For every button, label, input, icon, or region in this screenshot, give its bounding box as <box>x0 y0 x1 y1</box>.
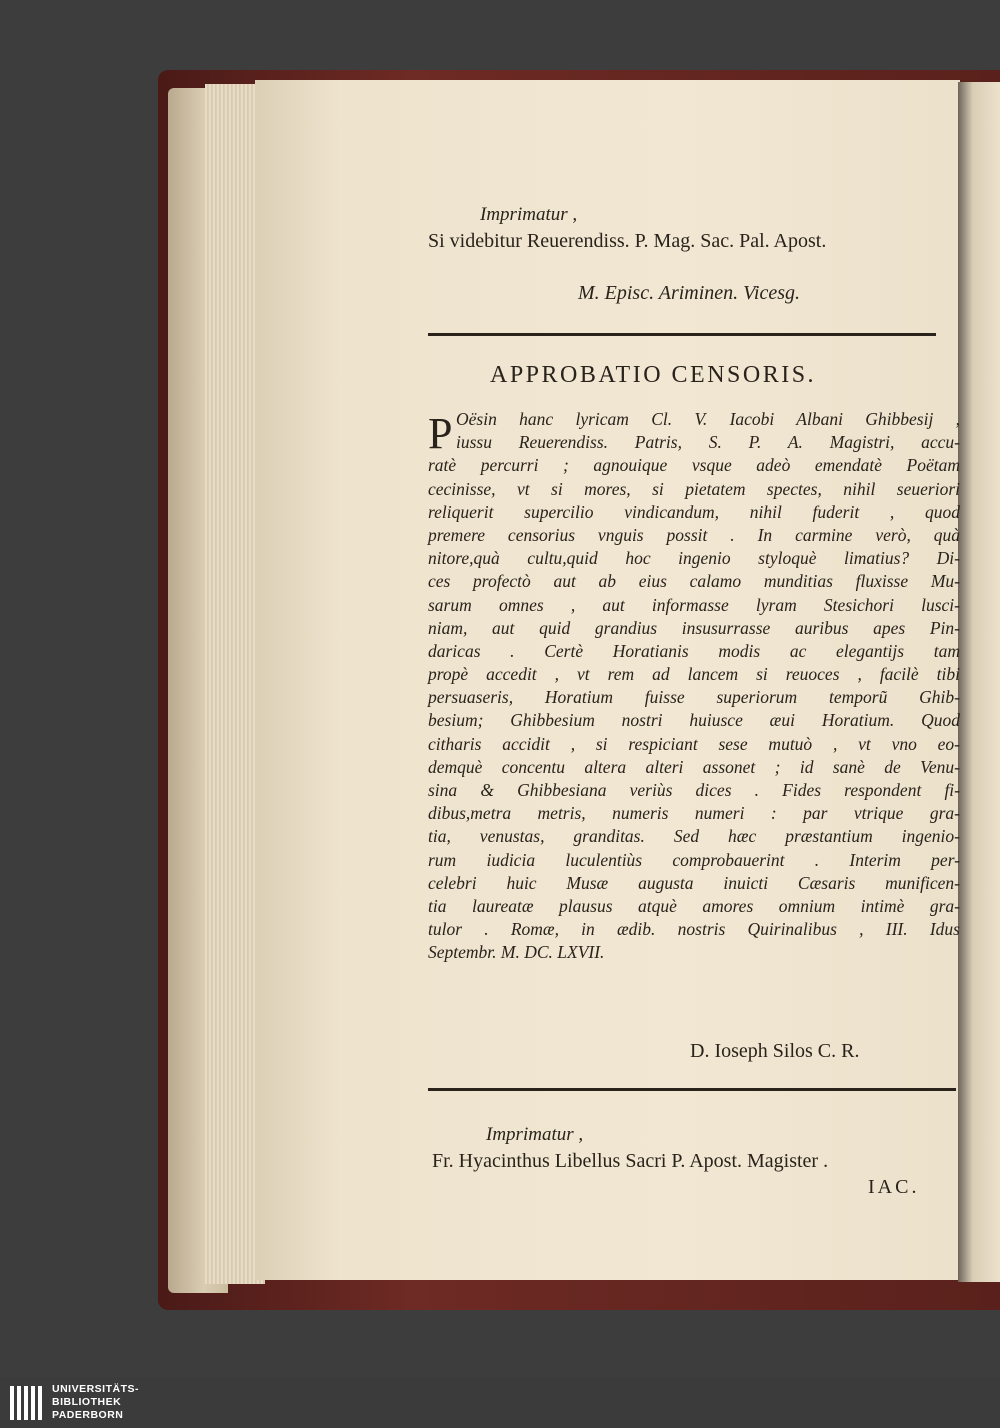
approbatio-body <box>428 408 960 965</box>
library-name-line3: PADERBORN <box>52 1409 124 1421</box>
text-line: celebri huic Musæ augusta inuicti Cæsaris munificen- <box>428 872 960 893</box>
divider-rule-bottom <box>428 1088 956 1091</box>
divider-rule-top <box>428 333 936 336</box>
text-line: reliquerit supercilio vindicandum, nihil fuderit , quod <box>428 501 960 522</box>
imprimatur-bottom-heading: Imprimatur , <box>486 1124 584 1145</box>
library-name-line1: UNIVERSITÄTS- <box>52 1383 140 1395</box>
text-line: demquè concentu altera alteri assonet ; id sanè de Venu- <box>428 756 960 777</box>
text-line: Septembr. M. DC. LXVII. <box>428 942 605 963</box>
text-line: ratè percurri ; agnouique vsque adeò emendatè Poëtam <box>428 455 960 476</box>
text-line: tia, venustas, granditas. Sed hæc præstantium ingenio- <box>428 826 960 847</box>
imprimatur-top-heading: Imprimatur , <box>480 204 578 225</box>
text-line: citharis accidit , si respiciant sese mutuò , vt vno eo- <box>428 733 960 754</box>
text-line: niam, aut quid grandius insusurrasse auribus apes Pin- <box>428 617 960 638</box>
text-line: daricas . Certè Horatianis modis ac elegantijs tam <box>428 640 960 661</box>
text-line: besium; Ghibbesium nostri huiusce æui Horatium. Quod <box>428 710 960 731</box>
imprimatur-top-line: Si videbitur Reuerendiss. P. Mag. Sac. Pal. Apost. <box>428 230 827 252</box>
text-line: propè accedit , vt rem ad lancem si reuoces , facilè tibi <box>428 664 960 685</box>
facing-page-edge <box>958 82 1000 1282</box>
library-footer-bar <box>0 1378 1000 1428</box>
text-line: ces profectò aut ab eius calamo munditias fluxisse Mu- <box>428 571 960 592</box>
text-line: cecinisse, vt si mores, si pietatem spectes, nihil seueriori <box>428 478 960 499</box>
approbatio-signature: D. Ioseph Silos C. R. <box>690 1040 860 1062</box>
text-line: sina & Ghibbesiana veriùs dices . Fides respondent fi- <box>428 780 960 800</box>
library-logo-icon <box>8 1382 44 1424</box>
text-line: iussu Reuerendiss. Patris, S. P. A. Magistri, accu- <box>456 432 960 453</box>
catchword: IAC. <box>868 1176 920 1198</box>
text-line: dibus,metra metris, numeris numeri : par vtrique gra- <box>428 803 960 824</box>
imprimatur-top-signature: M. Episc. Ariminen. Vicesg. <box>578 282 800 304</box>
library-name-line2: BIBLIOTHEK <box>52 1396 122 1408</box>
text-line: sarum omnes , aut informasse lyram Stesichori lusci- <box>428 594 960 615</box>
text-line: rum iudicia luculentiùs comprobauerint . Interim per- <box>428 849 960 870</box>
drop-cap: P <box>428 409 453 458</box>
text-line: persuaseris, Horatium fuisse superiorum temporũ Ghib- <box>428 687 960 708</box>
text-line: Oësin hanc lyricam Cl. V. Iacobi Albani Ghibbesij , <box>456 409 960 429</box>
text-line: nitore,quà cultu,quid hoc ingenio styloquè limatius? Di- <box>428 548 960 569</box>
approbatio-title: APPROBATIO CENSORIS. <box>490 362 817 388</box>
imprimatur-bottom-line: Fr. Hyacinthus Libellus Sacri P. Apost. Magister . <box>432 1150 829 1172</box>
text-line: premere censorius vnguis possit . In carmine verò, quà <box>428 524 960 545</box>
text-line: tia laureatæ plausus atquè amores omnium intimè gra- <box>428 895 960 916</box>
text-line: tulor . Romæ, in ædib. nostris Quirinalibus , III. Idus <box>428 919 960 940</box>
